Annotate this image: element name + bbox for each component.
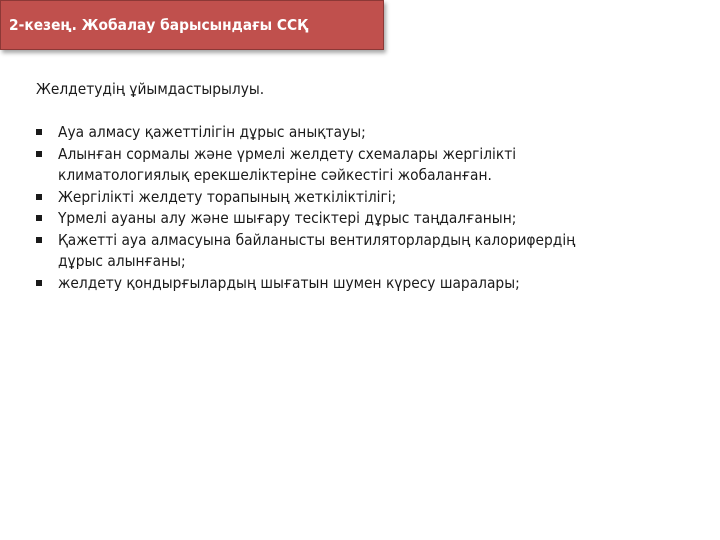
- bullet-item: [36, 208, 676, 230]
- bullet-item: [36, 122, 676, 144]
- bullet-item: [36, 144, 676, 187]
- bullet-text-line: Қажетті ауа алмасуына байланысты вентиляторлардың калориφердің: [58, 230, 576, 249]
- bullet-item: [36, 273, 676, 295]
- square-bullet-icon: [36, 151, 42, 157]
- slide-subtitle: Желдетудің ұйымдастырылуы.: [36, 80, 265, 98]
- bullet-list: [36, 122, 676, 294]
- square-bullet-icon: [36, 215, 42, 221]
- bullet-text-line: Алынған сормалы және үрмелі желдету схемалары жергілікті: [58, 144, 517, 163]
- bullet-item: [36, 230, 676, 273]
- title-banner: [0, 0, 384, 50]
- bullet-text: Үрмелі ауаны алу және шығару тесіктері дұрыс таңдалғанын;: [58, 209, 517, 227]
- square-bullet-icon: [36, 237, 42, 243]
- bullet-text-line: климатологиялық ерекшеліктеріне сәйкестігі жобаланған.: [58, 166, 492, 184]
- slide-title: 2-кезең. Жобалау барысындағы ССҚ: [9, 16, 308, 34]
- bullet-text: Жергілікті желдету торапының жеткіліктілігі;: [58, 187, 397, 206]
- bullet-text: желдету қондырғылардың шығатын шумен күресу шаралары;: [58, 273, 520, 292]
- square-bullet-icon: [36, 129, 42, 135]
- square-bullet-icon: [36, 280, 42, 286]
- bullet-item: [36, 187, 676, 209]
- bullet-text-line: дұрыс алынғаны;: [58, 252, 186, 270]
- bullet-text: Ауа алмасу қажеттілігін дұрыс анықтауы;: [58, 123, 366, 141]
- square-bullet-icon: [36, 194, 42, 200]
